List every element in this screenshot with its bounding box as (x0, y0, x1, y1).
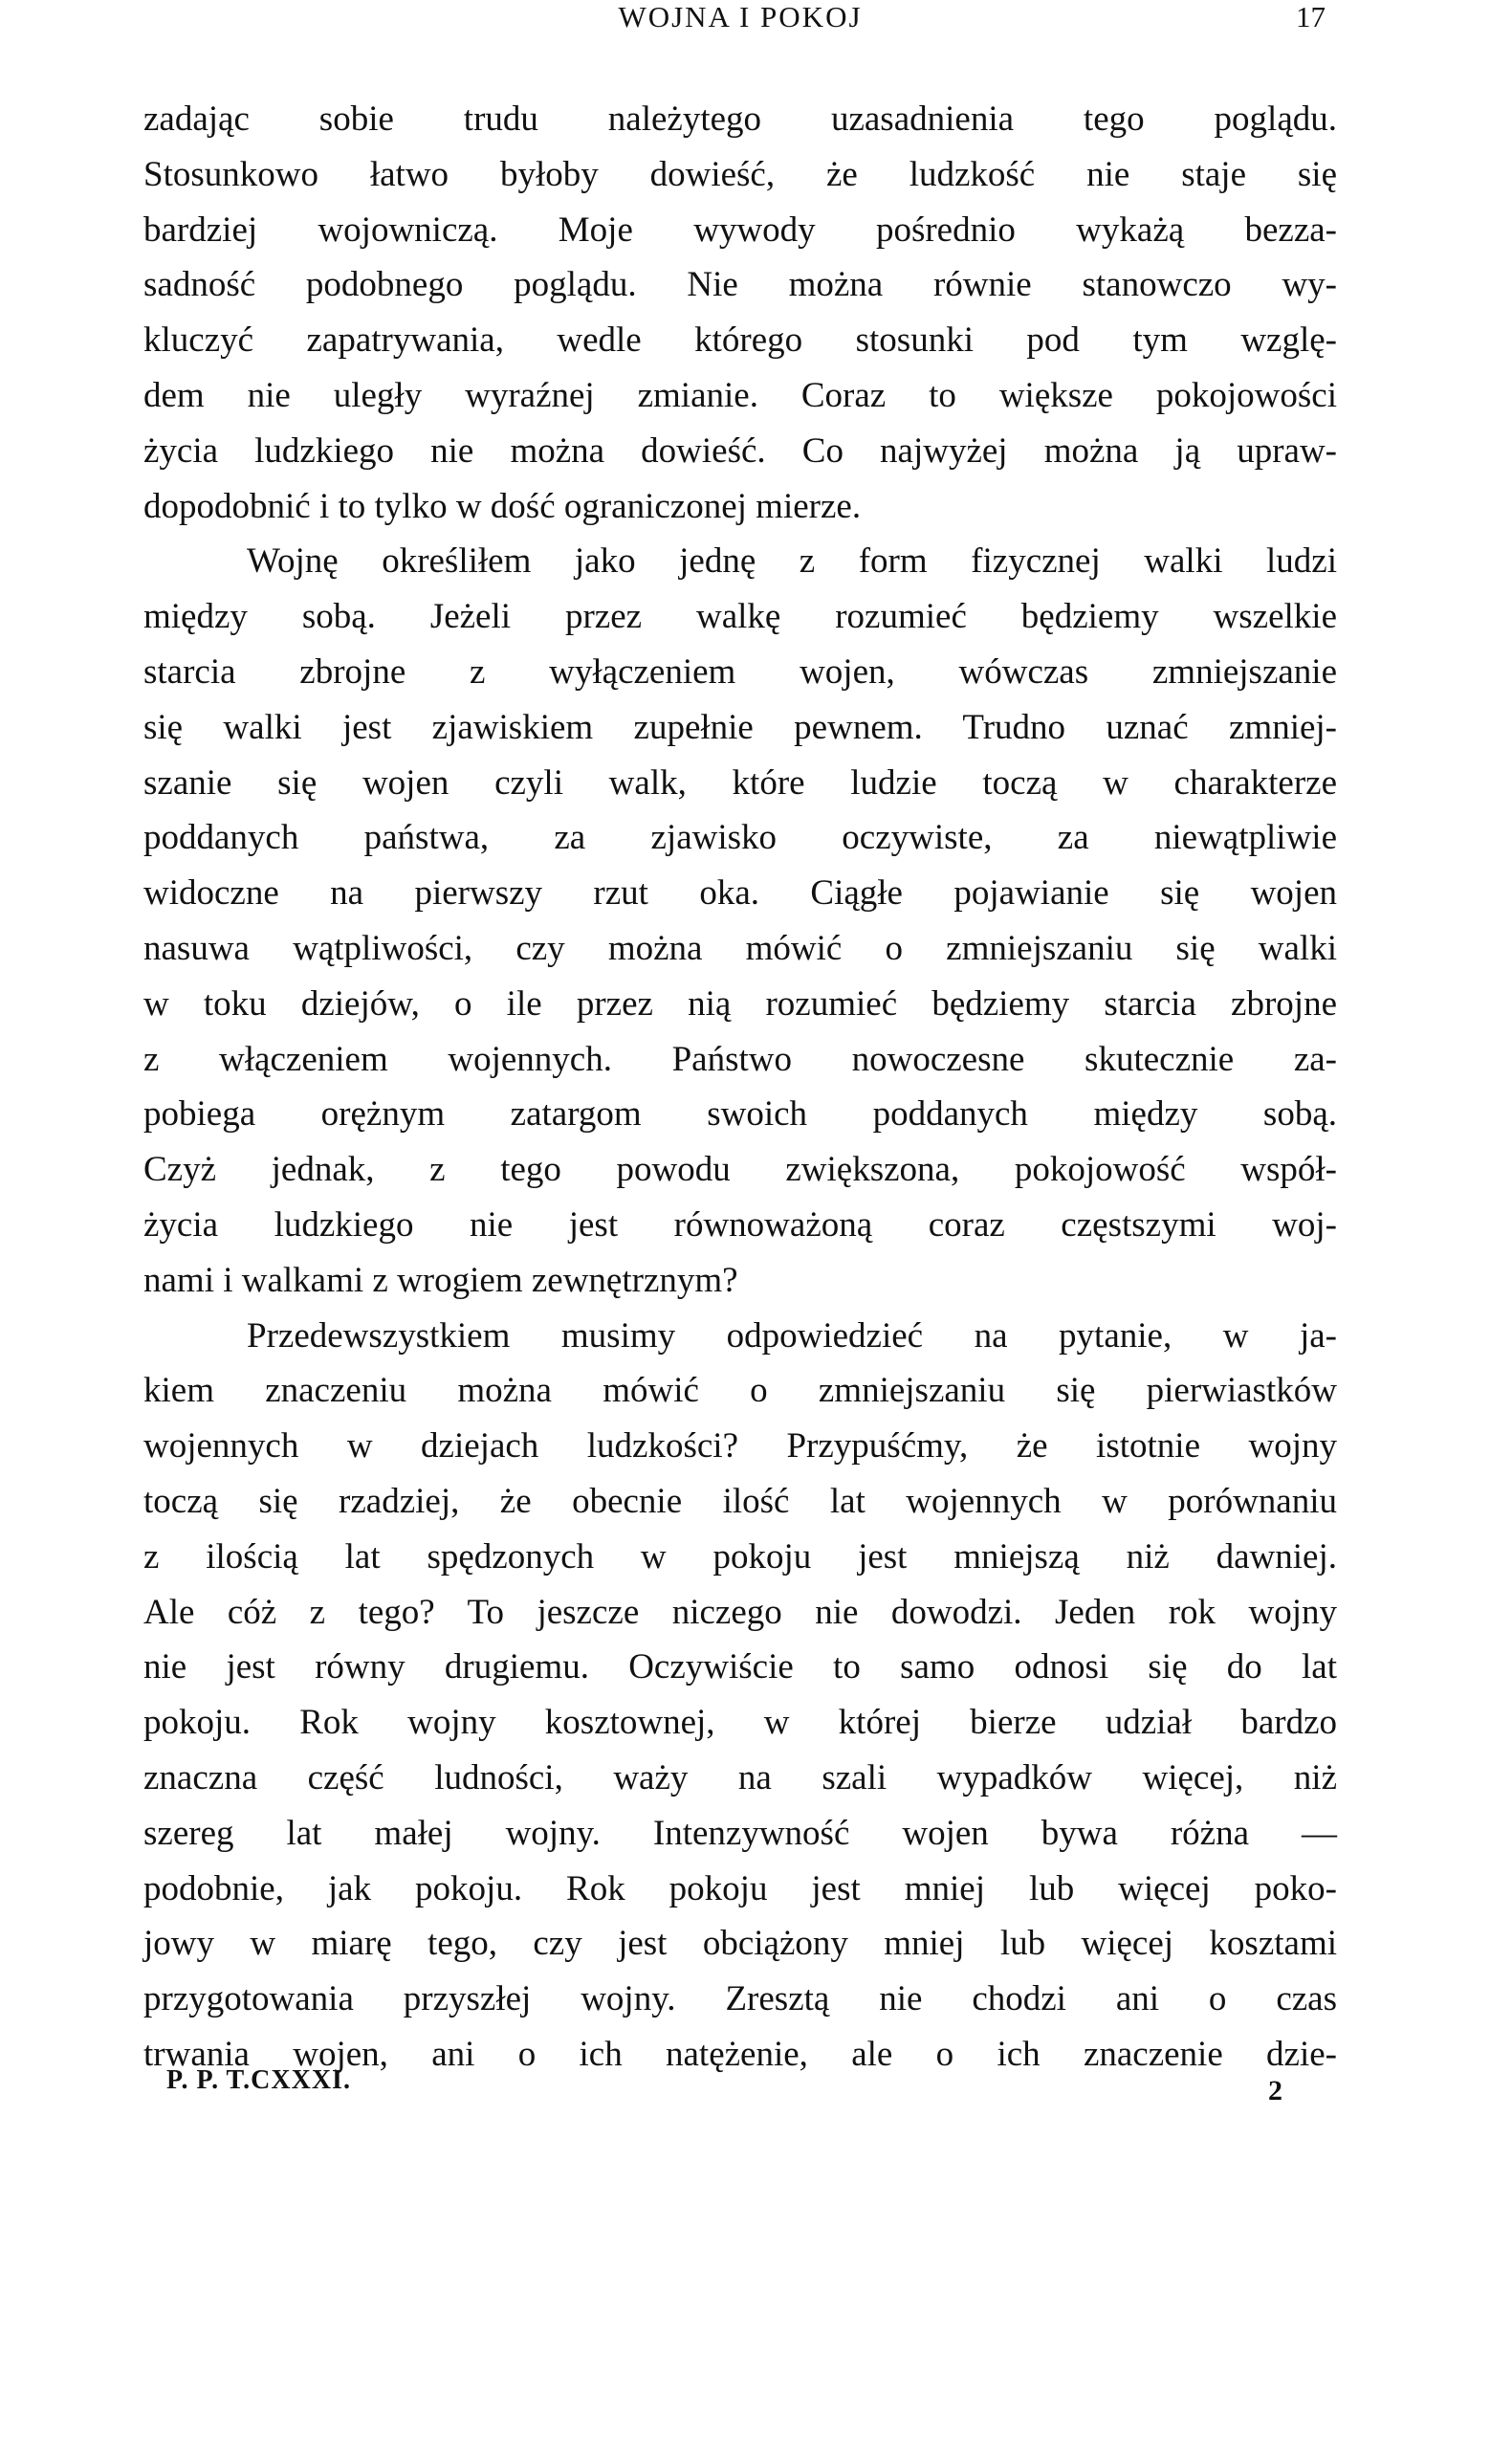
text-line: Wojnę określiłem jako jednę z form fizycznej walki ludzi (247, 541, 1337, 582)
printer-signature: P. P. T.CXXXI. (166, 2065, 351, 2095)
text-line: widoczne na pierwszy rzut oka. Ciągłe pojawianie się wojen (143, 873, 1337, 914)
text-line: szereg lat małej wojny. Intenzywność wojen bywa różna — (143, 1813, 1337, 1853)
text-line: Ale cóż z tego? To jeszcze niczego nie dowodzi. Jeden rok wojny (143, 1592, 1337, 1632)
text-line: Przedewszystkiem musimy odpowiedzieć na pytanie, w ja- (247, 1315, 1337, 1356)
text-line: kiem znaczeniu można mówić o zmniejszaniu się pierwiastków (143, 1371, 1337, 1411)
text-line: kluczyć zapatrywania, wedle którego stosunki pod tym wzglę- (143, 320, 1337, 361)
page-number: 17 (1296, 0, 1326, 33)
running-title: WOJNA I POKOJ (618, 0, 863, 33)
text-line: jowy w miarę tego, czy jest obciążony mniej lub więcej kosztami (143, 1924, 1337, 1964)
running-head (143, 0, 1337, 42)
text-line: z włączeniem wojennych. Państwo nowoczesne skutecznie za- (143, 1039, 1337, 1079)
text-line: się walki jest zjawiskiem zupełnie pewnem. Trudno uznać zmniej- (143, 707, 1337, 747)
text-line: dopodobnić i to tylko w dość ograniczonej mierze. (143, 486, 862, 526)
text-line: między sobą. Jeżeli przez walkę rozumieć będziemy wszelkie (143, 597, 1337, 637)
text-line: Stosunkowo łatwo byłoby dowieść, że ludzkość nie staje się (143, 154, 1337, 194)
text-line: bardziej wojowniczą. Moje wywody pośrednio wykażą bezza- (143, 210, 1337, 250)
text-line: życia ludzkiego nie jest równoważoną coraz częstszymi woj- (143, 1204, 1337, 1245)
text-line: z ilością lat spędzonych w pokoju jest mniejszą niż dawniej. (143, 1536, 1337, 1577)
text-line: zadając sobie trudu należytego uzasadnienia tego poglądu. (143, 99, 1337, 139)
text-line: toczą się rzadziej, że obecnie ilość lat wojennych w porównaniu (143, 1481, 1337, 1521)
text-line: nami i walkami z wrogiem zewnętrznym? (143, 1260, 738, 1300)
text-line: wojennych w dziejach ludzkości? Przypuśćmy, że istotnie wojny (143, 1426, 1337, 1467)
text-line: znaczna część ludności, waży na szali wypadków więcej, niż (143, 1757, 1337, 1797)
body-text (143, 92, 1337, 2083)
text-line: przygotowania przyszłej wojny. Zresztą nie chodzi ani o czas (143, 1979, 1337, 2019)
text-line: Czyż jednak, z tego powodu zwiększona, pokojowość współ- (143, 1150, 1337, 1190)
text-line: trwania wojen, ani o ich natężenie, ale o ich znaczenie dzie- (143, 2034, 1337, 2074)
text-line: starcia zbrojne z wyłączeniem wojen, wówczas zmniejszanie (143, 651, 1337, 692)
text-line: nie jest równy drugiemu. Oczywiście to samo odnosi się do lat (143, 1647, 1337, 1687)
text-line: dem nie uległy wyraźnej zmianie. Coraz to większe pokojowości (143, 375, 1337, 415)
text-line: pokoju. Rok wojny kosztownej, w której bierze udział bardzo (143, 1703, 1337, 1743)
text-line: sadność podobnego poglądu. Nie można równie stanowczo wy- (143, 265, 1337, 305)
text-line: podobnie, jak pokoju. Rok pokoju jest mniej lub więcej poko- (143, 1868, 1337, 1908)
page-footer (143, 2065, 1337, 2113)
text-line: szanie się wojen czyli walk, które ludzie toczą w charakterze (143, 762, 1337, 803)
text-line: nasuwa wątpliwości, czy można mówić o zmniejszaniu się walki (143, 928, 1337, 968)
text-line: poddanych państwa, za zjawisko oczywiste, za niewątpliwie (143, 818, 1337, 858)
text-line: w toku dziejów, o ile przez nią rozumieć będziemy starcia zbrojne (143, 983, 1337, 1024)
text-line: życia ludzkiego nie można dowieść. Co najwyżej można ją upraw- (143, 430, 1337, 471)
text-line: pobiega orężnym zatargom swoich poddanych między sobą. (143, 1094, 1337, 1135)
signature-number: 2 (1268, 2075, 1282, 2106)
